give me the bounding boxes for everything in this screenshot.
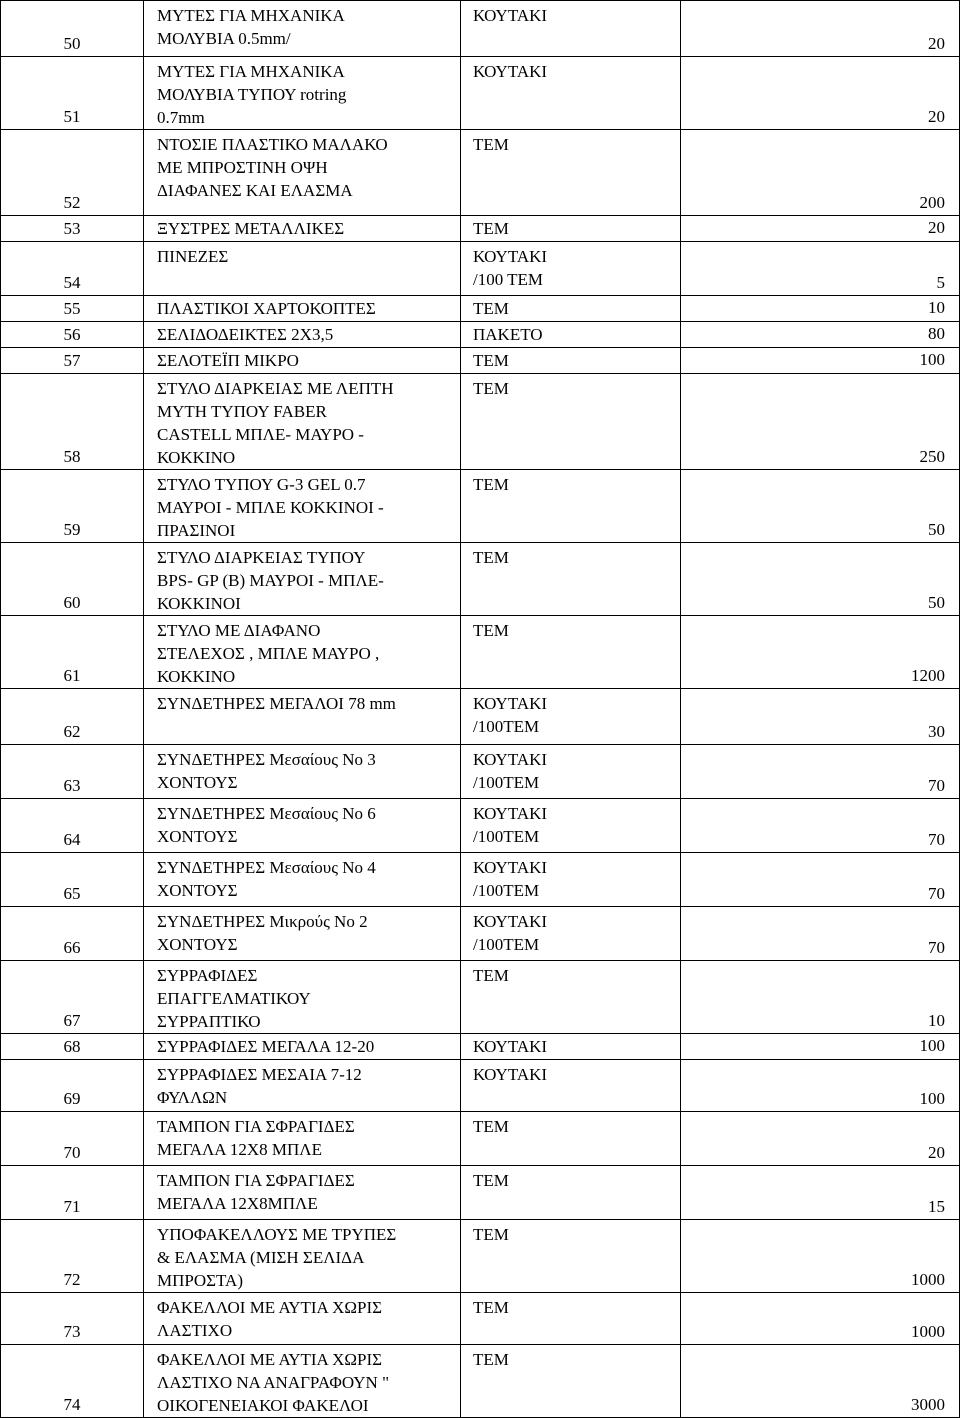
item-description: ΣΕΛΟΤΕΪΠ ΜΙΚΡΟ [144, 348, 461, 374]
table-row [1, 216, 960, 242]
item-quantity: 1200 [681, 616, 960, 689]
item-description: ΣΤΥΛΟ ΔΙΑΡΚΕΙΑΣ ΤΥΠΟΥ BPS- GP (B) ΜΑΥΡΟΙ - ΜΠΛΕ- ΚΟΚΚΙΝΟΙ [144, 543, 461, 616]
table-row [1, 1112, 960, 1166]
item-quantity: 70 [681, 907, 960, 961]
item-unit: ΚΟΥΤΑΚΙ [461, 57, 681, 130]
item-unit: ΤΕΜ [461, 543, 681, 616]
row-number: 65 [1, 853, 144, 907]
item-unit: ΚΟΥΤΑΚΙ /100ΤΕΜ [461, 689, 681, 745]
item-unit: ΤΕΜ [461, 130, 681, 216]
item-quantity: 10 [681, 296, 960, 322]
item-description: ΣΥΡΡΑΦΙΔΕΣ ΕΠΑΓΓΕΛΜΑΤΙΚΟΥ ΣΥΡΡΑΠΤΙΚΟ [144, 961, 461, 1034]
item-description: ΜΥΤΕΣ ΓΙΑ ΜΗΧΑΝΙΚΑ ΜΟΛΥΒΙΑ ΤΥΠΟΥ rotring 0.7mm [144, 57, 461, 130]
item-quantity: 3000 [681, 1345, 960, 1418]
item-description: ΤΑΜΠΟΝ ΓΙΑ ΣΦΡΑΓΙΔΕΣ ΜΕΓΑΛΑ 12Χ8ΜΠΛΕ [144, 1166, 461, 1220]
item-unit: ΤΕΜ [461, 961, 681, 1034]
item-unit: ΚΟΥΤΑΚΙ /100 ΤΕΜ [461, 242, 681, 296]
item-quantity: 100 [681, 1034, 960, 1060]
item-unit: ΤΕΜ [461, 1112, 681, 1166]
item-description: ΜΥΤΕΣ ΓΙΑ ΜΗΧΑΝΙΚΑ ΜΟΛΥΒΙΑ 0.5mm/ [144, 1, 461, 57]
table-row [1, 470, 960, 543]
row-number: 55 [1, 296, 144, 322]
item-description: ΝΤΟΣΙΕ ΠΛΑΣΤΙΚΟ ΜΑΛΑΚΟ ΜΕ ΜΠΡΟΣΤΙΝΗ ΟΨΗ ΔΙΑΦΑΝΕΣ ΚΑΙ ΕΛΑΣΜΑ [144, 130, 461, 216]
row-number: 71 [1, 1166, 144, 1220]
item-quantity: 30 [681, 689, 960, 745]
item-unit: ΤΕΜ [461, 1345, 681, 1418]
row-number: 63 [1, 745, 144, 799]
item-description: ΣΤΥΛΟ ΜΕ ΔΙΑΦΑΝΟ ΣΤΕΛΕΧΟΣ , ΜΠΛΕ ΜΑΥΡΟ , ΚΟΚΚΙΝΟ [144, 616, 461, 689]
row-number: 60 [1, 543, 144, 616]
item-description: ΣΥΡΡΑΦΙΔΕΣ ΜΕΓΑΛΑ 12-20 [144, 1034, 461, 1060]
table-row [1, 799, 960, 853]
table-row [1, 1034, 960, 1060]
item-unit: ΤΕΜ [461, 296, 681, 322]
item-unit: ΠΑΚΕΤΟ [461, 322, 681, 348]
item-quantity: 50 [681, 543, 960, 616]
item-quantity: 1000 [681, 1220, 960, 1293]
row-number: 61 [1, 616, 144, 689]
item-quantity: 200 [681, 130, 960, 216]
table-row [1, 853, 960, 907]
item-quantity: 1000 [681, 1293, 960, 1345]
item-quantity: 70 [681, 745, 960, 799]
item-description: ΣΥΡΡΑΦΙΔΕΣ ΜΕΣΑΙΑ 7-12 ΦΥΛΛΩΝ [144, 1060, 461, 1112]
item-unit: ΤΕΜ [461, 470, 681, 543]
item-unit: ΤΕΜ [461, 348, 681, 374]
table-row [1, 1293, 960, 1345]
row-number: 62 [1, 689, 144, 745]
item-description: ΠΛΑΣΤΙΚΟΙ ΧΑΡΤΟΚΟΠΤΕΣ [144, 296, 461, 322]
item-unit: ΤΕΜ [461, 216, 681, 242]
item-quantity: 10 [681, 961, 960, 1034]
row-number: 66 [1, 907, 144, 961]
row-number: 50 [1, 1, 144, 57]
item-description: ΣΥΝΔΕΤΗΡΕΣ Μεσαίους Νο 3 ΧΟΝΤΟΥΣ [144, 745, 461, 799]
item-quantity: 20 [681, 1112, 960, 1166]
row-number: 68 [1, 1034, 144, 1060]
table-row [1, 296, 960, 322]
item-unit: ΚΟΥΤΑΚΙ [461, 1060, 681, 1112]
table-row [1, 374, 960, 470]
item-description: ΣΥΝΔΕΤΗΡΕΣ Μεσαίους Νο 6 ΧΟΝΤΟΥΣ [144, 799, 461, 853]
table-row [1, 907, 960, 961]
item-quantity: 20 [681, 1, 960, 57]
item-unit: ΤΕΜ [461, 1166, 681, 1220]
row-number: 58 [1, 374, 144, 470]
table-row [1, 543, 960, 616]
table-row [1, 1060, 960, 1112]
row-number: 51 [1, 57, 144, 130]
row-number: 69 [1, 1060, 144, 1112]
item-unit: ΚΟΥΤΑΚΙ /100ΤΕΜ [461, 799, 681, 853]
item-unit: ΚΟΥΤΑΚΙ /100ΤΕΜ [461, 907, 681, 961]
item-quantity: 70 [681, 799, 960, 853]
item-quantity: 20 [681, 216, 960, 242]
item-unit: ΤΕΜ [461, 374, 681, 470]
row-number: 64 [1, 799, 144, 853]
item-description: ΦΑΚΕΛΛΟΙ ΜΕ ΑΥΤΙΑ ΧΩΡΙΣ ΛΑΣΤΙΧΟ ΝΑ ΑΝΑΓΡΑΦΟΥΝ " ΟΙΚΟΓΕΝΕΙΑΚΟΙ ΦΑΚΕΛΟΙ [144, 1345, 461, 1418]
supplies-table-body [1, 1, 960, 1418]
row-number: 73 [1, 1293, 144, 1345]
item-description: ΥΠΟΦΑΚΕΛΛΟΥΣ ΜΕ ΤΡΥΠΕΣ & ΕΛΑΣΜΑ (ΜΙΣΗ ΣΕΛΙΔΑ ΜΠΡΟΣΤΑ) [144, 1220, 461, 1293]
table-row [1, 348, 960, 374]
row-number: 52 [1, 130, 144, 216]
table-row [1, 322, 960, 348]
item-description: ΣΕΛΙΔΟΔΕΙΚΤΕΣ 2Χ3,5 [144, 322, 461, 348]
row-number: 67 [1, 961, 144, 1034]
item-quantity: 100 [681, 1060, 960, 1112]
item-description: ΣΥΝΔΕΤΗΡΕΣ ΜΕΓΑΛΟΙ 78 mm [144, 689, 461, 745]
item-unit: ΚΟΥΤΑΚΙ [461, 1034, 681, 1060]
table-row [1, 1220, 960, 1293]
item-quantity: 50 [681, 470, 960, 543]
item-unit: ΚΟΥΤΑΚΙ /100ΤΕΜ [461, 745, 681, 799]
row-number: 74 [1, 1345, 144, 1418]
item-description: ΣΤΥΛΟ ΤΥΠΟΥ G-3 GEL 0.7 ΜΑΥΡΟΙ - ΜΠΛΕ ΚΟΚΚΙΝΟΙ - ΠΡΑΣΙΝΟΙ [144, 470, 461, 543]
row-number: 54 [1, 242, 144, 296]
row-number: 72 [1, 1220, 144, 1293]
item-unit: ΤΕΜ [461, 1220, 681, 1293]
table-row [1, 242, 960, 296]
item-quantity: 15 [681, 1166, 960, 1220]
row-number: 59 [1, 470, 144, 543]
item-quantity: 80 [681, 322, 960, 348]
table-row [1, 689, 960, 745]
row-number: 70 [1, 1112, 144, 1166]
item-unit: ΚΟΥΤΑΚΙ [461, 1, 681, 57]
item-quantity: 250 [681, 374, 960, 470]
table-row [1, 1345, 960, 1418]
item-description: ΤΑΜΠΟΝ ΓΙΑ ΣΦΡΑΓΙΔΕΣ ΜΕΓΑΛΑ 12Χ8 ΜΠΛΕ [144, 1112, 461, 1166]
table-row [1, 745, 960, 799]
item-description: ΠΙΝΕΖΕΣ [144, 242, 461, 296]
item-description: ΦΑΚΕΛΛΟΙ ΜΕ ΑΥΤΙΑ ΧΩΡΙΣ ΛΑΣΤΙΧΟ [144, 1293, 461, 1345]
item-quantity: 20 [681, 57, 960, 130]
item-description: ΣΥΝΔΕΤΗΡΕΣ Μικρούς Νο 2 ΧΟΝΤΟΥΣ [144, 907, 461, 961]
item-quantity: 5 [681, 242, 960, 296]
item-quantity: 70 [681, 853, 960, 907]
item-description: ΣΤΥΛΟ ΔΙΑΡΚΕΙΑΣ ΜΕ ΛΕΠΤΗ ΜΥΤΗ ΤΥΠΟΥ FABER CASTELL ΜΠΛΕ- ΜΑΥΡΟ - ΚΟΚΚΙΝΟ [144, 374, 461, 470]
item-description: ΣΥΝΔΕΤΗΡΕΣ Μεσαίους Νο 4 ΧΟΝΤΟΥΣ [144, 853, 461, 907]
item-unit: ΤΕΜ [461, 1293, 681, 1345]
table-row [1, 616, 960, 689]
row-number: 56 [1, 322, 144, 348]
table-row [1, 961, 960, 1034]
row-number: 53 [1, 216, 144, 242]
item-description: ΞΥΣΤΡΕΣ ΜΕΤΑΛΛΙΚΕΣ [144, 216, 461, 242]
table-row [1, 1166, 960, 1220]
row-number: 57 [1, 348, 144, 374]
table-row [1, 1, 960, 57]
table-row [1, 57, 960, 130]
item-unit: ΚΟΥΤΑΚΙ /100ΤΕΜ [461, 853, 681, 907]
item-quantity: 100 [681, 348, 960, 374]
table-row [1, 130, 960, 216]
item-unit: ΤΕΜ [461, 616, 681, 689]
